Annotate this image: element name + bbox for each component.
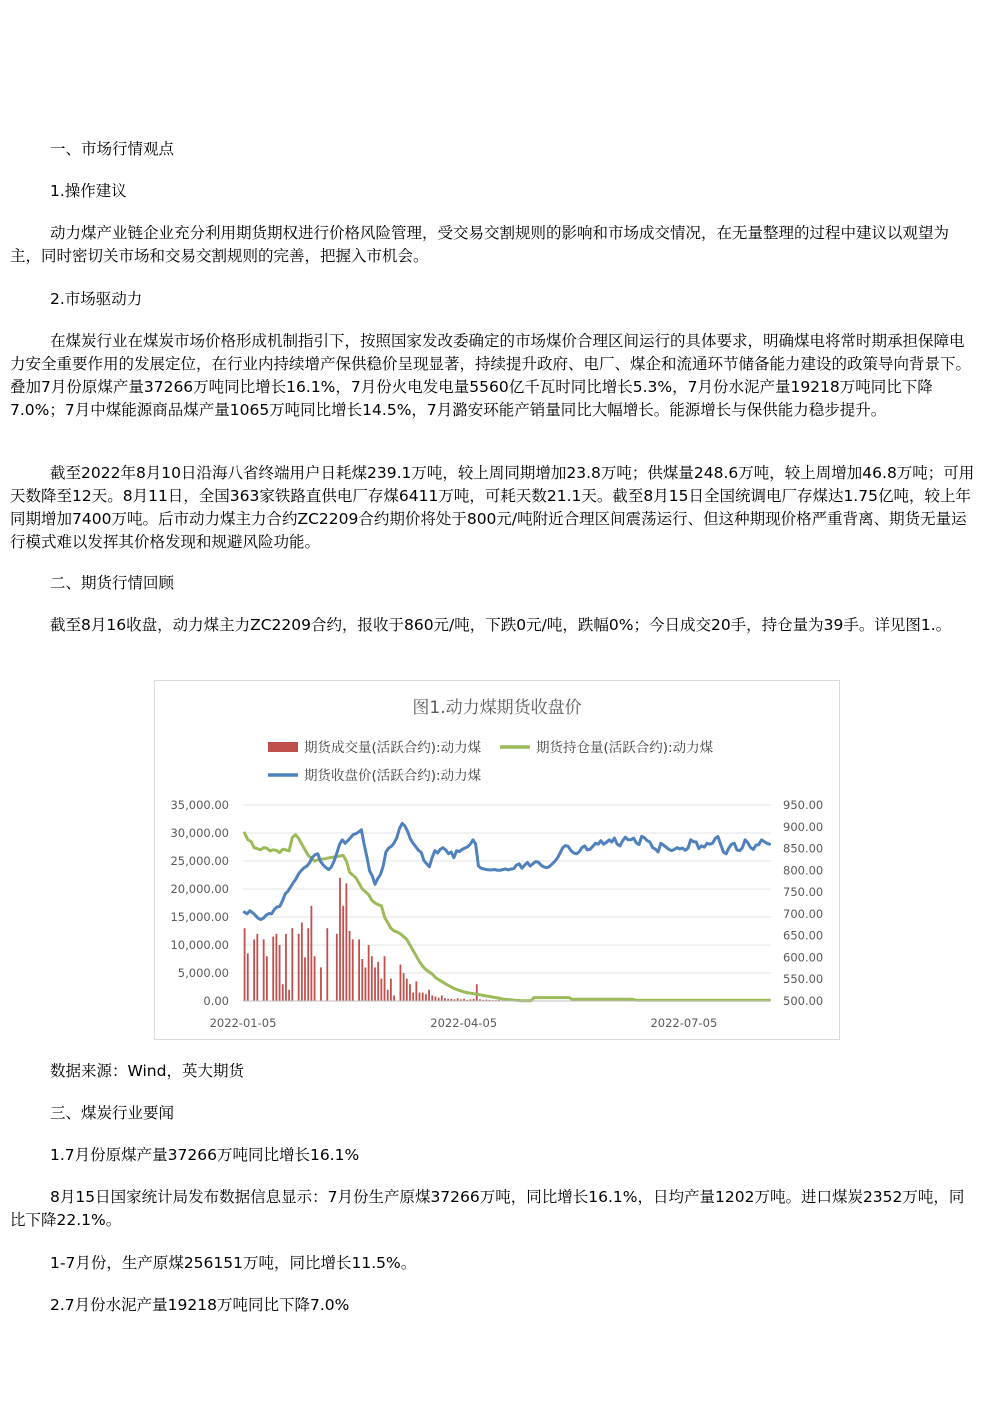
volume-bar xyxy=(349,931,351,1001)
volume-bar xyxy=(256,934,258,1001)
y-right-tick-label: 900.00 xyxy=(783,819,824,834)
volume-bar xyxy=(361,959,363,1001)
volume-bar xyxy=(352,939,354,1001)
volume-bar xyxy=(400,965,402,1001)
volume-bar xyxy=(368,945,370,1001)
data-source: 数据来源：Wind，英大期货 xyxy=(50,1062,244,1080)
volume-bar xyxy=(431,995,433,1001)
volume-bar xyxy=(266,956,268,1001)
volume-bar xyxy=(371,956,373,1001)
y-right-tick-label: 950.00 xyxy=(783,798,824,812)
volume-bar xyxy=(415,981,417,1001)
volume-bar xyxy=(380,979,382,1001)
volume-bar xyxy=(263,939,265,1001)
subheading-operation-advice: 1.操作建议 xyxy=(50,182,127,200)
y-left-tick-label: 15,000.00 xyxy=(170,910,229,924)
volume-bar xyxy=(304,957,306,1001)
x-tick-label: 2022-07-05 xyxy=(650,1016,718,1030)
volume-bar xyxy=(358,939,360,1001)
volume-bar xyxy=(428,990,430,1001)
y-right-tick-label: 850.00 xyxy=(783,841,824,856)
volume-bar xyxy=(314,956,316,1001)
volume-bar xyxy=(377,962,379,1001)
y-left-tick-label: 0.00 xyxy=(203,994,229,1008)
y-left-tick-label: 25,000.00 xyxy=(170,854,229,868)
volume-bar xyxy=(285,934,287,1001)
volume-bar xyxy=(393,995,395,1001)
volume-bar xyxy=(409,984,411,1001)
paragraph-coal-output: 8月15日国家统计局发布数据信息显示：7月份生产原煤37266万吨，同比增长16.1%，日均产量1202万吨。进口煤炭2352万吨，同比下降22.1%。 xyxy=(10,1188,965,1229)
legend-label: 期货收盘价(活跃合约):动力煤 xyxy=(304,768,482,784)
y-left-tick-label: 30,000.00 xyxy=(170,826,229,840)
volume-bar xyxy=(403,973,405,1001)
y-right-tick-label: 650.00 xyxy=(783,928,824,943)
y-right-tick-label: 700.00 xyxy=(783,906,824,921)
volume-bar xyxy=(384,956,386,1001)
legend-swatch xyxy=(268,742,298,752)
volume-bar xyxy=(419,993,421,1001)
volume-bars xyxy=(244,878,535,1001)
y-left-tick-label: 20,000.00 xyxy=(170,882,229,896)
volume-bar xyxy=(374,967,376,1001)
volume-bar xyxy=(326,928,328,1001)
volume-bar xyxy=(345,883,347,1001)
chart-lines xyxy=(244,823,769,1001)
section-title-industry-news: 三、煤炭行业要闻 xyxy=(50,1104,175,1122)
volume-bar xyxy=(247,953,249,1001)
volume-bar xyxy=(365,967,367,1001)
y-right-tick-label: 800.00 xyxy=(783,863,824,878)
volume-bar xyxy=(275,934,277,1001)
volume-bar xyxy=(244,928,246,1001)
volume-bar xyxy=(288,990,290,1001)
chart-svg xyxy=(155,681,839,1039)
paragraph-coal-stock: 截至2022年8月10日沿海八省终端用户日耗煤239.1万吨，较上周同期增加23.8万吨；供煤量248.6万吨，较上周增加46.8万吨；可用天数降至12天。8月11日，全国363家铁路直供电厂存煤6411万吨，可耗天数21.1天。截至8月15日全国统调电厂存煤达1.75亿吨，较上年同期增加7400万吨。后市动力煤主力合约ZC2209合约期价将处于800元/吨附近合理区间震荡运行、但这种期现价格严重背离、期货无量运行模式难以发挥其价格发现和规避风险功能。 xyxy=(10,464,975,551)
paragraph-market-drivers: 在煤炭行业在煤炭市场价格形成机制指引下，按照国家发改委确定的市场煤价合理区间运行的具体要求，明确煤电将常时期承担保障电力安全重要作用的发展定位，在行业内持续增产保供稳价呈现显著，持续提升政府、电厂、煤企和流通环节储备能力建设的政策导向背景下。叠加7月份原煤产量37266万吨同比增长16.1%，7月份火电发电量5560亿千瓦时同比增长5.3%，7月份水泥产量19218万吨同比下降7.0%；7月中煤能源商品煤产量1065万吨同比增长14.5%，7月潞安环能产销量同比大幅增长。能源增长与保供能力稳步提升。 xyxy=(10,332,972,419)
subheading-cement-output: 2.7月份水泥产量19218万吨同比下降7.0% xyxy=(50,1296,350,1314)
volume-bar xyxy=(301,923,303,1001)
volume-bar xyxy=(441,995,443,1001)
volume-bar xyxy=(390,979,392,1001)
volume-bar xyxy=(438,998,440,1001)
volume-bar xyxy=(298,934,300,1001)
y-right-tick-label: 750.00 xyxy=(783,885,824,900)
volume-bar xyxy=(412,993,414,1001)
close-price-line xyxy=(244,823,769,919)
volume-bar xyxy=(253,939,255,1001)
volume-bar xyxy=(406,979,408,1001)
volume-bar xyxy=(476,984,478,1001)
section-title-market-view: 一、市场行情观点 xyxy=(50,140,175,158)
volume-bar xyxy=(342,906,344,1001)
y-left-tick-label: 10,000.00 xyxy=(170,938,229,952)
volume-bar xyxy=(310,906,312,1001)
volume-bar xyxy=(425,994,427,1001)
y-right-tick-label: 550.00 xyxy=(783,972,824,987)
legend-label: 期货持仓量(活跃合约):动力煤 xyxy=(536,740,714,756)
paragraph-operation-advice: 动力煤产业链企业充分利用期货期权进行价格风险管理，受交易交割规则的影响和市场成交情况，在无量整理的过程中建议以观望为主，同时密切关市场和交易交割规则的完善，把握入市机会。 xyxy=(10,224,950,265)
section-title-futures-review: 二、期货行情回顾 xyxy=(50,574,175,592)
volume-bar xyxy=(279,945,281,1001)
volume-bar xyxy=(320,967,322,1001)
paragraph-futures-review: 截至8月16收盘，动力煤主力ZC2209合约，报收于860元/吨，下跌0元/吨，跌幅0%；今日成交20手，持仓量为39手。详见图1.。 xyxy=(50,616,952,634)
volume-bar xyxy=(291,928,293,1001)
x-tick-label: 2022-01-05 xyxy=(209,1016,277,1030)
x-tick-label: 2022-04-05 xyxy=(430,1016,498,1030)
subheading-coal-output: 1.7月份原煤产量37266万吨同比增长16.1% xyxy=(50,1146,360,1164)
subheading-market-drivers: 2.市场驱动力 xyxy=(50,290,143,308)
volume-bar xyxy=(282,984,284,1001)
y-right-tick-label: 500.00 xyxy=(783,994,824,1008)
paragraph-coal-output-ytd: 1-7月份，生产原煤256151万吨，同比增长11.5%。 xyxy=(50,1254,417,1272)
chart-grid xyxy=(243,805,771,1001)
legend-label: 期货成交量(活跃合约):动力煤 xyxy=(304,740,482,756)
chart-title: 图1.动力煤期货收盘价 xyxy=(412,698,582,718)
volume-bar xyxy=(307,928,309,1001)
volume-bar xyxy=(387,990,389,1001)
volume-bar xyxy=(435,997,437,1001)
futures-chart xyxy=(154,680,840,1040)
y-left-tick-label: 35,000.00 xyxy=(170,798,229,812)
volume-bar xyxy=(336,934,338,1001)
y-right-tick-label: 600.00 xyxy=(783,950,824,965)
chart-legend xyxy=(268,739,714,784)
volume-bar xyxy=(422,993,424,1001)
volume-bar xyxy=(272,937,274,1001)
y-left-tick-label: 5,000.00 xyxy=(177,966,229,980)
volume-bar xyxy=(339,878,341,1001)
